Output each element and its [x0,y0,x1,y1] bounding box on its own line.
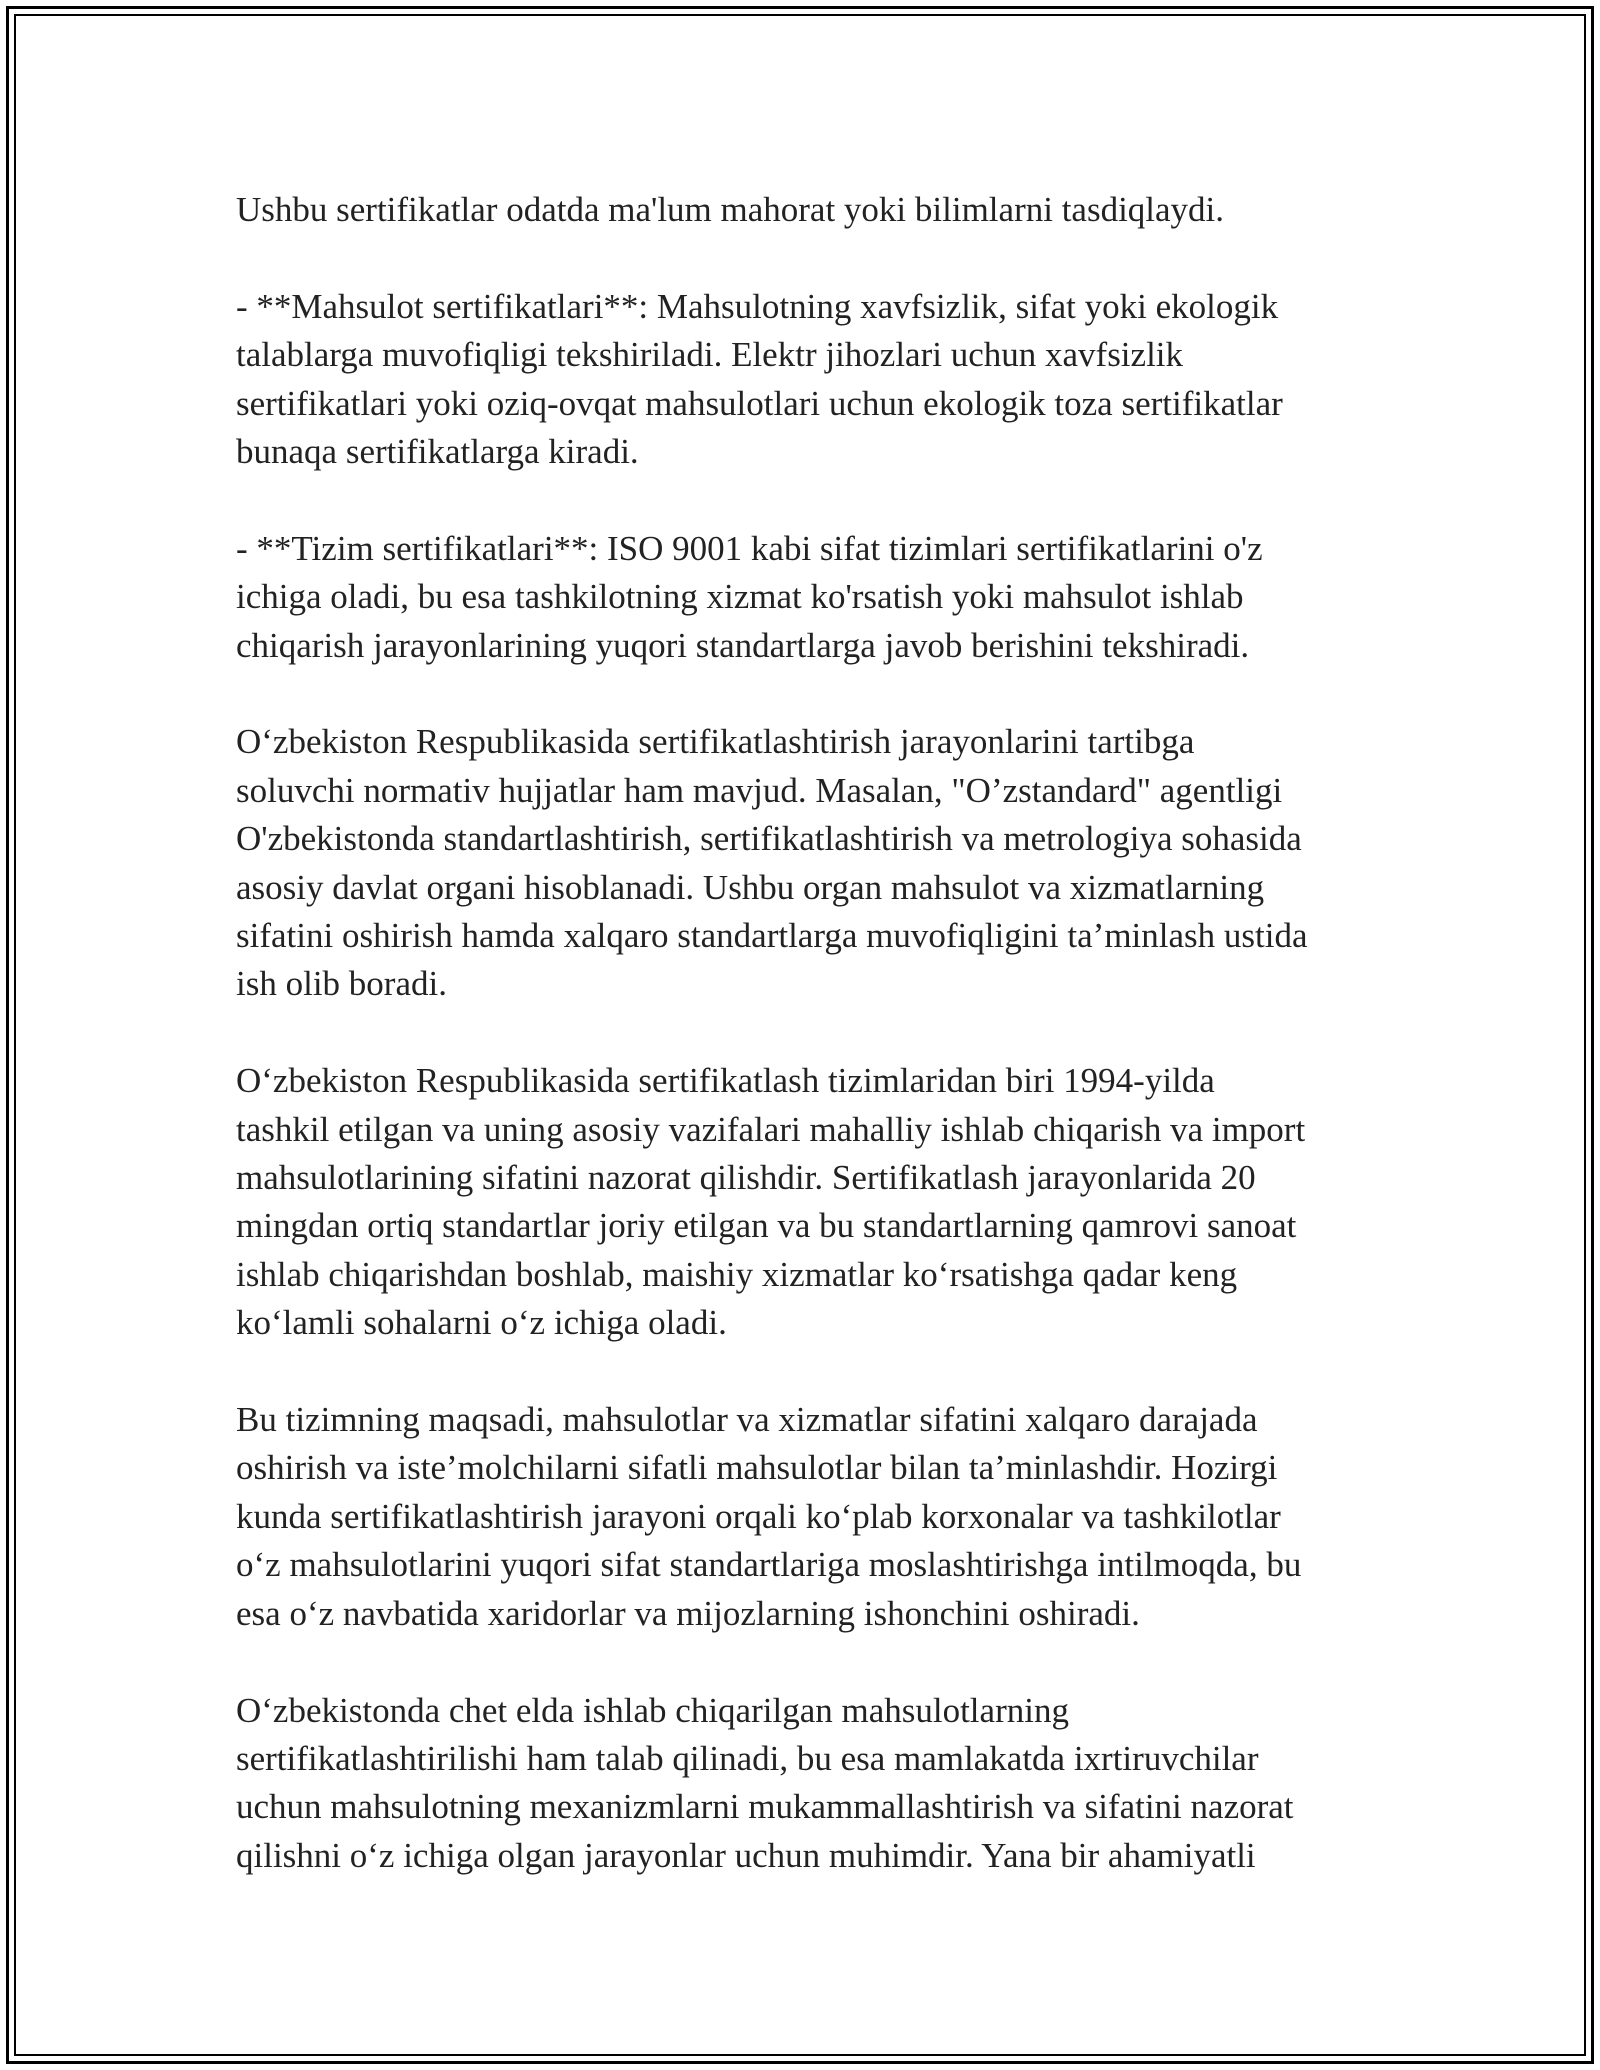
text-line: - **Mahsulot sertifikatlari**: Mahsulotning xavfsizlik, sifat yoki ekologik [236,286,1279,326]
paragraph-3 [236,525,1396,670]
text-line: sertifikatlashtirilishi ham talab qilinadi, bu esa mamlakatda ixrtiruvchilar [236,1738,1259,1778]
text-line: o‘z mahsulotlarini yuqori sifat standartlariga moslashtirishga intilmoqda, bu [236,1545,1302,1585]
text-line: oshirish va iste’molchilarni sifatli mahsulotlar bilan ta’minlashdir. Hozirgi [236,1448,1278,1488]
text-line: Ushbu sertifikatlar odatda ma'lum mahorat yoki bilimlarni tasdiqlaydi. [236,190,1225,229]
text-line: asosiy davlat organi hisoblanadi. Ushbu organ mahsulot va xizmatlarning [236,867,1265,907]
text-line: qilishni o‘z ichiga olgan jarayonlar uchun muhimdir. Yana bir ahamiyatli [236,1835,1256,1875]
text-line: Bu tizimning maqsadi, mahsulotlar va xizmatlar sifatini xalqaro darajada [236,1400,1258,1440]
text-line: ichiga oladi, bu esa tashkilotning xizmat ko'rsatish yoki mahsulot ishlab [236,577,1244,617]
paragraph-7 [236,1687,1396,1881]
text-line: O‘zbekiston Respublikasida sertifikatlash tizimlaridan biri 1994-yilda [236,1061,1215,1101]
text-line: kunda sertifikatlashtirish jarayoni orqali ko‘plab korxonalar va tashkilotlar [236,1496,1281,1536]
text-line: mingdan ortiq standartlar joriy etilgan va bu standartlarning qamrovi sanoat [236,1206,1297,1246]
text-line: talablarga muvofiqligi tekshiriladi. Elektr jihozlari uchun xavfsizlik [236,335,1184,375]
text-line: mahsulotlarining sifatini nazorat qilishdir. Sertifikatlash jarayonlarida 20 [236,1158,1256,1198]
text-line: uchun mahsulotning mexanizmlarni mukammallashtirish va sifatini nazorat [236,1787,1294,1827]
text-line: chiqarish jarayonlarining yuqori standartlarga javob berishini tekshiradi. [236,625,1250,665]
text-line: O‘zbekiston Respublikasida sertifikatlashtirish jarayonlarini tartibga [236,722,1195,762]
text-line: O‘zbekistonda chet elda ishlab chiqarilgan mahsulotlarning [236,1690,1069,1730]
text-line: sertifikatlari yoki oziq-ovqat mahsulotlari uchun ekologik toza sertifikatlar [236,383,1283,423]
text-line: ish olib boradi. [236,964,447,1004]
text-line: soluvchi normativ hujjatlar ham mavjud. Masalan, "O’zstandard" agentligi [236,770,1283,810]
text-line: sifatini oshirish hamda xalqaro standartlarga muvofiqligini ta’minlash ustida [236,916,1308,956]
paragraph-6 [236,1396,1396,1638]
paragraph-2 [236,283,1396,477]
text-line: bunaqa sertifikatlarga kiradi. [236,432,639,472]
text-line: O'zbekistonda standartlashtirish, sertifikatlashtirish va metrologiya sohasida [236,819,1302,859]
paragraph-4 [236,718,1396,1008]
document-body [236,186,1396,1929]
text-line: tashkil etilgan va uning asosiy vazifalari mahalliy ishlab chiqarish va import [236,1109,1306,1149]
text-line: ishlab chiqarishdan boshlab, maishiy xizmatlar ko‘rsatishga qadar keng [236,1254,1238,1294]
text-line: ko‘lamli sohalarni o‘z ichiga oladi. [236,1303,727,1343]
paragraph-5 [236,1057,1396,1347]
text-line: esa o‘z navbatida xaridorlar va mijozlarning ishonchini oshiradi. [236,1593,1140,1633]
paragraph-1 [236,186,1396,234]
text-line: - **Tizim sertifikatlari**: ISO 9001 kabi sifat tizimlari sertifikatlarini o'z [236,528,1263,568]
